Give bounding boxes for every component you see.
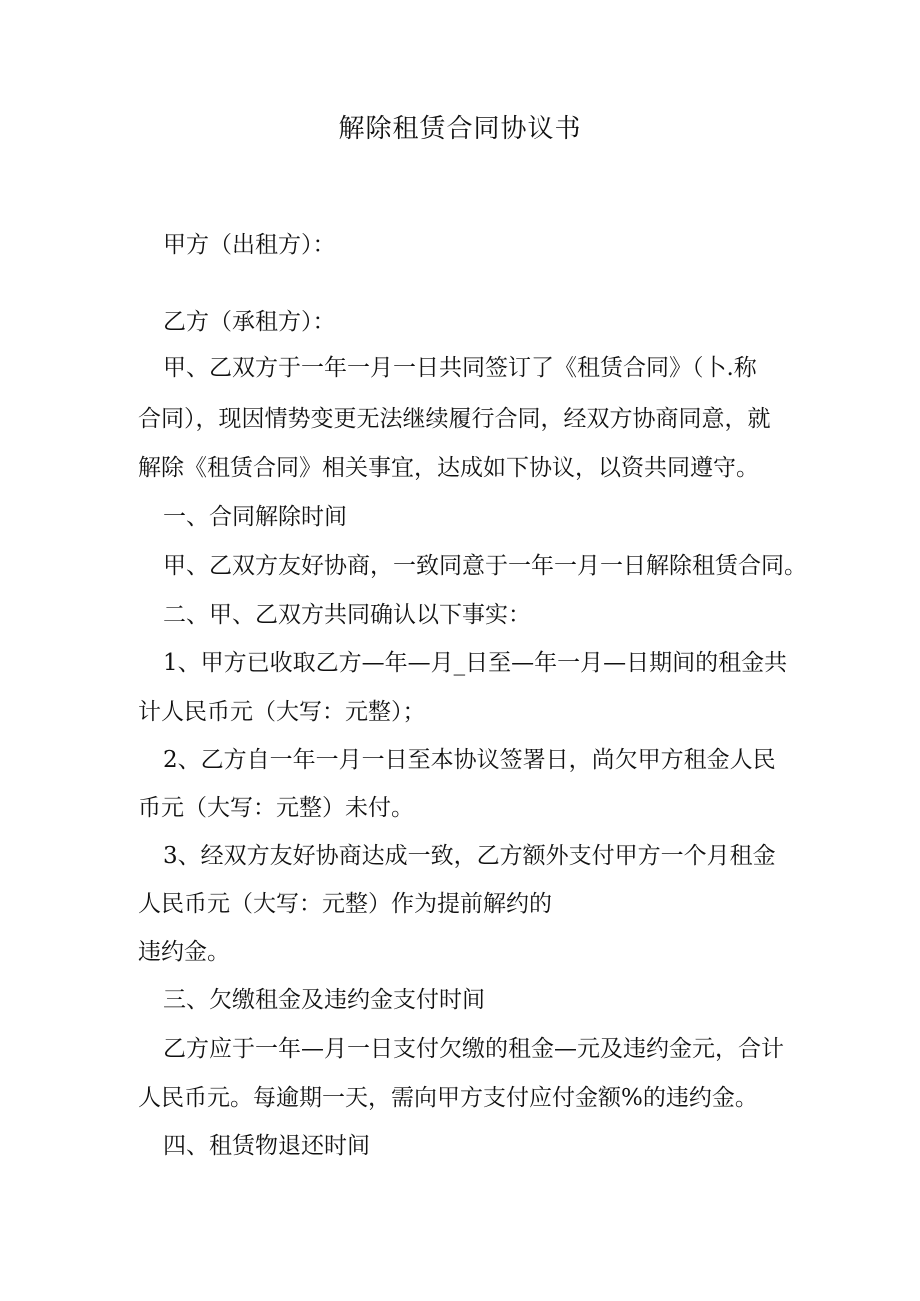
paragraph-line: 计人民币元（大写：元整）； xyxy=(138,699,426,725)
paragraph-line: 甲、乙双方于一年一月一日共同签订了《租赁合同》（卜.称 xyxy=(163,355,757,381)
paragraph-line: 违约金。 xyxy=(138,939,230,965)
document-title: 解除租赁合同协议书 xyxy=(338,114,582,144)
section-heading: 三、欠缴租金及违约金支付时间 xyxy=(163,987,485,1013)
paragraph-line: 1、甲方已收取乙方—年—月_日至—年一月—日期间的租金共 xyxy=(163,650,788,676)
paragraph-line: 币元（大写：元整）未付。 xyxy=(138,795,414,821)
paragraph-line: 乙方应于一年—月一日支付欠缴的租金—元及违约金元，合计 xyxy=(163,1036,784,1062)
party-b-line: 乙方（承租方）： xyxy=(163,309,336,335)
section-heading: 四、租赁物退还时间 xyxy=(163,1133,370,1159)
paragraph-line: 甲、乙双方友好协商，一致同意于一年一月一日解除租赁合同。 xyxy=(163,553,807,579)
paragraph-line: 解除《租赁合同》相关事宜，达成如下协议，以资共同遵守。 xyxy=(138,455,759,481)
party-a-line: 甲方（出租方）： xyxy=(163,232,336,258)
paragraph-line: 人民币元（大写：元整）作为提前解约的 xyxy=(138,891,552,917)
section-heading: 一、合同解除时间 xyxy=(163,504,347,530)
paragraph-line: 3、经双方友好协商达成一致，乙方额外支付甲方一个月租金 xyxy=(163,843,776,869)
section-heading: 二、甲、乙双方共同确认以下事实： xyxy=(163,602,531,628)
paragraph-line: 合同），现因情势变更无法继续履行合同，经双方协商同意，就 xyxy=(138,406,771,432)
paragraph-line: 2、乙方自一年一月一日至本协议签署日，尚欠甲方租金人民 xyxy=(163,747,776,773)
paragraph-line: 人民币元。每逾期一天，需向甲方支付应付金额%的违约金。 xyxy=(138,1085,758,1111)
